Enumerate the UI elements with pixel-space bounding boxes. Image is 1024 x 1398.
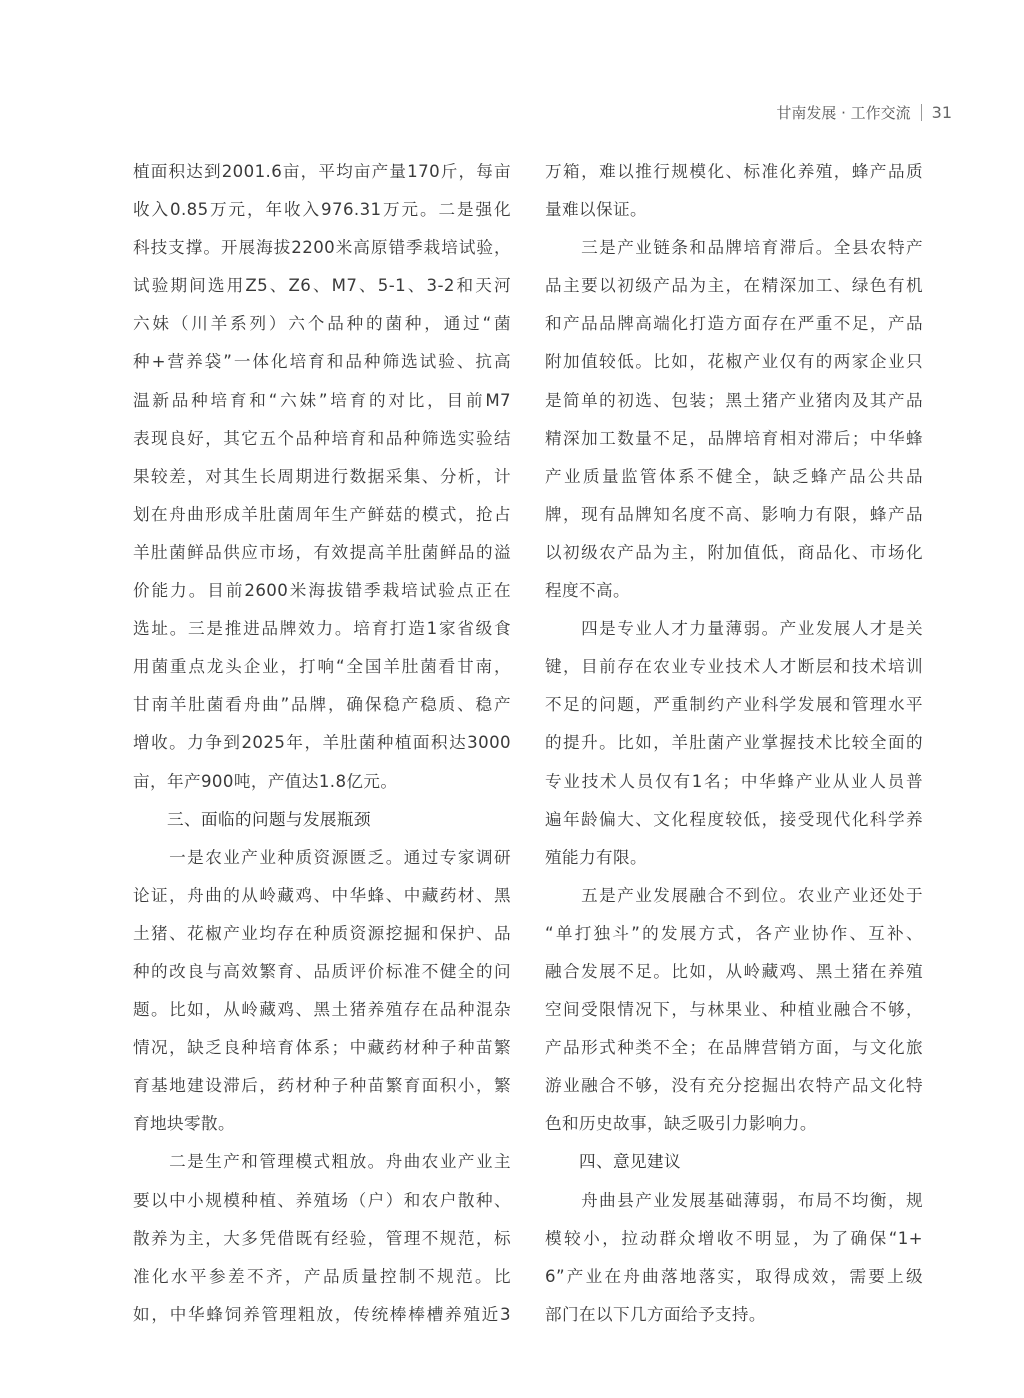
section-title: 甘南发展 · 工作交流 xyxy=(776,104,911,122)
text-line: 表现良好，其它五个品种培育和品种筛选实验结 xyxy=(133,428,511,448)
text-line: 种的改良与高效繁育、品质评价标准不健全的问 xyxy=(133,961,511,981)
text-line: 三是产业链条和品牌培育滞后。全县农特产 xyxy=(545,238,923,258)
text-line: 遍年龄偏大、文化程度较低，接受现代化科学养 xyxy=(545,809,923,829)
text-line: 情况，缺乏良种培育体系；中藏药材种子种苗繁 xyxy=(133,1038,511,1058)
text-line: 产业质量监管体系不健全，缺乏蜂产品公共品 xyxy=(545,466,923,486)
text-line: 舟曲县产业发展基础薄弱，布局不均衡，规 xyxy=(545,1190,923,1210)
text-line: 部门在以下几方面给予支持。 xyxy=(545,1304,766,1324)
text-line: 二是生产和管理模式粗放。舟曲农业产业主 xyxy=(133,1152,511,1172)
text-line: 增收。力争到2025年，羊肚菌种植面积达3000 xyxy=(133,733,511,753)
text-line: 牌，现有品牌知名度不高、影响力有限，蜂产品 xyxy=(545,504,923,524)
page-number: 31 xyxy=(931,103,952,122)
text-line: 论证，舟曲的从岭藏鸡、中华蜂、中藏药材、黑 xyxy=(133,885,511,905)
text-line: 价能力。目前2600米海拔错季栽培试验点正在 xyxy=(133,581,511,601)
right-text-column xyxy=(545,153,923,1334)
text-line: 附加值较低。比如，花椒产业仅有的两家企业只 xyxy=(545,352,923,372)
text-line: 选址。三是推进品牌效力。培育打造1家省级食 xyxy=(133,619,511,639)
header-divider xyxy=(921,104,922,121)
text-line: 如，中华蜂饲养管理粗放，传统棒棒槽养殖近3 xyxy=(133,1304,511,1324)
text-line: 甘南羊肚菌看舟曲”品牌，确保稳产稳质、稳产 xyxy=(133,695,511,715)
text-line: 精深加工数量不足，品牌培育相对滞后；中华蜂 xyxy=(545,428,923,448)
text-line: 融合发展不足。比如，从岭藏鸡、黑土猪在养殖 xyxy=(545,961,923,981)
text-line: 万箱，难以推行规模化、标准化养殖，蜂产品质 xyxy=(545,162,923,181)
text-line: 量难以保证。 xyxy=(545,200,647,220)
text-line: 准化水平参差不齐，产品质量控制不规范。比 xyxy=(133,1266,511,1286)
text-line: 6”产业在舟曲落地落实，取得成效，需要上级 xyxy=(545,1266,923,1286)
section-heading: 三、面临的问题与发展瓶颈 xyxy=(133,809,371,829)
text-line: 科技支撑。开展海拔2200米高原错季栽培试验， xyxy=(133,238,511,258)
text-line: 四是专业人才力量薄弱。产业发展人才是关 xyxy=(545,619,923,639)
text-line: 的提升。比如，羊肚菌产业掌握技术比较全面的 xyxy=(545,733,923,753)
text-line: 种+营养袋”一体化培育和品种筛选试验、抗高 xyxy=(133,352,511,372)
text-line: 植面积达到2001.6亩，平均亩产量170斤，每亩 xyxy=(133,162,511,181)
text-line: 育地块零散。 xyxy=(133,1114,235,1134)
text-line: 专业技术人员仅有1名；中华蜂产业从业人员普 xyxy=(545,771,923,791)
text-line: 是简单的初选、包装；黑土猪产业猪肉及其产品 xyxy=(545,390,923,410)
text-line: 果较差，对其生长周期进行数据采集、分析，计 xyxy=(133,466,511,486)
text-line: 亩，年产900吨，产值达1.8亿元。 xyxy=(133,771,398,791)
text-line: 产品形式种类不全；在品牌营销方面，与文化旅 xyxy=(545,1038,923,1058)
text-line: 育基地建设滞后，药材种子种苗繁育面积小，繁 xyxy=(133,1076,511,1096)
text-line: 题。比如，从岭藏鸡、黑土猪养殖存在品种混杂 xyxy=(133,1000,511,1020)
running-header xyxy=(776,102,952,123)
section-heading: 四、意见建议 xyxy=(545,1152,681,1172)
text-line: 六妹（川羊系列）六个品种的菌种，通过“菌 xyxy=(133,314,511,334)
text-line: 殖能力有限。 xyxy=(545,847,647,867)
text-line: 空间受限情况下，与林果业、种植业融合不够， xyxy=(545,1000,923,1020)
text-line: 收入0.85万元，年收入976.31万元。二是强化 xyxy=(133,200,511,220)
text-line: 试验期间选用Z5、Z6、M7、5-1、3-2和天河 xyxy=(133,276,511,296)
text-line: 要以中小规模种植、养殖场（户）和农户散种、 xyxy=(133,1190,511,1210)
text-line: 羊肚菌鲜品供应市场，有效提高羊肚菌鲜品的溢 xyxy=(133,542,511,562)
text-line: 一是农业产业种质资源匮乏。通过专家调研 xyxy=(133,847,511,867)
text-line: 游业融合不够，没有充分挖掘出农特产品文化特 xyxy=(545,1076,923,1096)
text-line: 键，目前存在农业专业技术人才断层和技术培训 xyxy=(545,657,923,677)
text-line: 土猪、花椒产业均存在种质资源挖掘和保护、品 xyxy=(133,923,511,943)
text-line: “单打独斗”的发展方式，各产业协作、互补、 xyxy=(545,923,923,943)
text-line: 划在舟曲形成羊肚菌周年生产鲜菇的模式，抢占 xyxy=(133,504,511,524)
text-line: 五是产业发展融合不到位。农业产业还处于 xyxy=(545,885,923,905)
text-line: 不足的问题，严重制约产业科学发展和管理水平 xyxy=(545,695,923,715)
text-line: 以初级农产品为主，附加值低，商品化、市场化 xyxy=(545,542,923,562)
text-line: 模较小，拉动群众增收不明显，为了确保“1+ xyxy=(545,1228,923,1248)
text-line: 和产品品牌高端化打造方面存在严重不足，产品 xyxy=(545,314,923,334)
text-line: 用菌重点龙头企业，打响“全国羊肚菌看甘南， xyxy=(133,657,511,677)
text-line: 品主要以初级产品为主，在精深加工、绿色有机 xyxy=(545,276,923,296)
left-text-column xyxy=(133,153,511,1334)
text-line: 程度不高。 xyxy=(545,581,630,601)
text-line: 散养为主，大多凭借既有经验，管理不规范，标 xyxy=(133,1228,511,1248)
text-line: 温新品种培育和“六妹”培育的对比，目前M7 xyxy=(133,390,511,410)
text-line: 色和历史故事，缺乏吸引力影响力。 xyxy=(545,1114,817,1134)
